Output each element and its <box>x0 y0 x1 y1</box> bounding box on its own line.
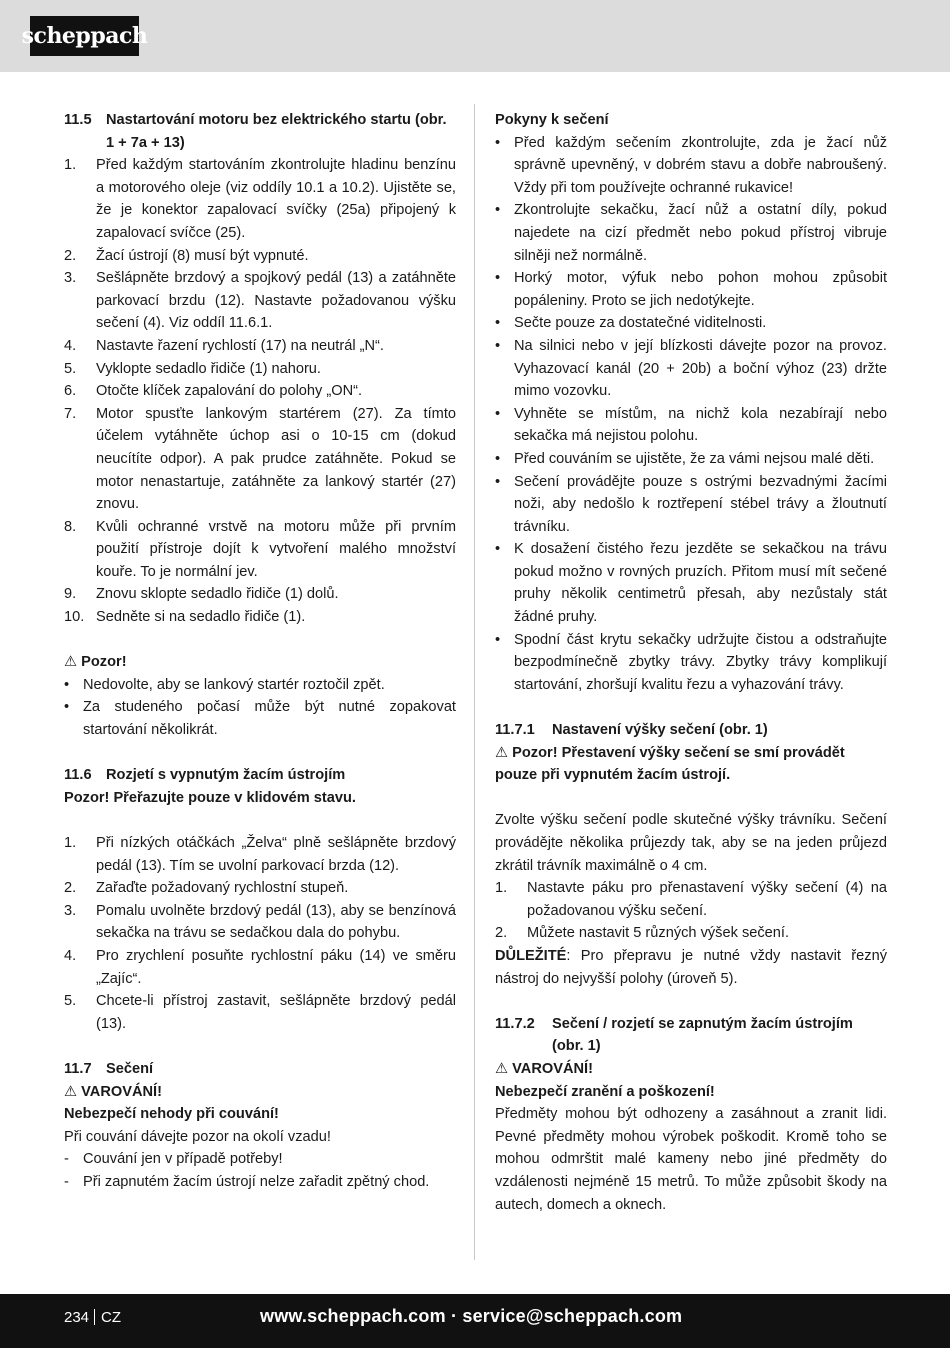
item-text: Před každým sečením zkontrolujte, zda je žací nůž správně upevněný, v dobrém stavu a dobře nabroušený. Vždy při tom používejte ochranné rukavice! <box>514 134 887 196</box>
warning-triangle-icon: ⚠ <box>64 654 78 671</box>
scheppach-logo: scheppach <box>30 16 139 56</box>
item-number: 3. <box>64 270 77 287</box>
warning-triangle-icon: ⚠ <box>495 744 509 761</box>
warning-triangle-icon: ⚠ <box>64 1083 78 1100</box>
pokyny-heading: Pokyny k sečení <box>495 112 609 128</box>
section-number: 11.7.2 <box>495 1015 535 1032</box>
body-text: Zvolte výšku sečení podle skutečné výšky trávníku. Sečení provádějte několika průjezdy tak, aby se na jeden průjezd zkrátil trávník maximálně o 4 cm. <box>495 812 887 874</box>
bullet-item <box>495 403 887 448</box>
dash-item <box>64 1171 456 1194</box>
bullet-icon: • <box>64 676 70 693</box>
section-number: 11.7 <box>64 1060 92 1077</box>
language-code: CZ <box>101 1309 122 1326</box>
item-number: 6. <box>64 383 77 400</box>
list-item <box>64 583 456 606</box>
important-note <box>495 945 887 990</box>
bullet-icon: • <box>495 473 501 490</box>
item-number: 8. <box>64 518 77 535</box>
item-number: 9. <box>64 586 77 603</box>
bullet-icon: • <box>495 631 501 648</box>
item-text: Motor spusťte lankovým startérem (27). Za tímto účelem vytáhněte úchop asi o 10-15 cm (dokud neucítíte odpor). A pak prudce zatáhněte. Pokud se motor nenastartuje, zatáhněte za lankový startér (27) znovu. <box>96 405 456 513</box>
bullet-item <box>495 312 887 335</box>
bullet-icon: • <box>495 450 501 467</box>
list-item <box>64 335 456 358</box>
item-text: Žací ústrojí (8) musí být vypnuté. <box>96 247 309 264</box>
item-text: Sedněte si na sedadlo řidiče (1). <box>96 609 306 626</box>
bullet-item <box>64 696 456 741</box>
bullet-item <box>495 132 887 200</box>
bullet-item <box>495 629 887 697</box>
item-text: Před couváním se ujistěte, že za vámi nejsou malé děti. <box>514 450 875 467</box>
section-title: Nastartování motoru bez elektrického startu (obr. 1 + 7a + 13) <box>106 112 447 151</box>
footer-website[interactable]: www.scheppach.com · service@scheppach.com <box>260 1306 683 1326</box>
item-number: 4. <box>64 947 77 964</box>
item-text: Chcete-li přístroj zastavit, sešlápněte brzdový pedál (13). <box>96 993 456 1032</box>
item-text: Vyklopte sedadlo řidiče (1) nahoru. <box>96 360 321 377</box>
item-number: 7. <box>64 405 77 422</box>
dash-icon: - <box>64 1151 69 1168</box>
warning-title: VAROVÁNÍ! <box>512 1060 593 1077</box>
page-separator <box>94 1309 95 1325</box>
bullet-icon: • <box>495 202 501 219</box>
column-divider <box>474 104 475 1260</box>
important-text: : Pro přepravu je nutné vždy nastavit řezný nástroj do nejvyšší polohy (úroveň 5). <box>495 947 887 987</box>
list-item <box>64 154 456 244</box>
bullet-item <box>495 471 887 539</box>
bullet-icon: • <box>495 134 501 151</box>
important-label: DŮLEŽITÉ <box>495 947 567 964</box>
warning-triangle-icon: ⚠ <box>495 1060 509 1077</box>
section-title: Rozjetí s vypnutým žacím ústrojím <box>106 767 346 784</box>
page-number <box>64 1309 121 1326</box>
bullet-icon: • <box>64 699 70 716</box>
section-11-7-heading <box>64 1058 456 1081</box>
list-item <box>64 380 456 403</box>
bullet-icon: • <box>495 405 501 422</box>
section-title: Sečení / rozjetí se zapnutým žacím ústrojím (obr. 1) <box>552 1015 853 1055</box>
warning-heading <box>64 1081 456 1104</box>
body-text: Při couvání dávejte pozor na okolí vzadu! <box>64 1128 331 1145</box>
item-text: Couvání jen v případě potřeby! <box>83 1151 283 1168</box>
item-text: Můžete nastavit 5 různých výšek sečení. <box>527 925 789 942</box>
section-11-7-2-heading <box>495 1013 887 1058</box>
item-text: Horký motor, výfuk nebo pohon mohou způsobit popáleniny. Proto se jich nedotýkejte. <box>514 270 887 309</box>
pozor-title: Pozor! <box>81 654 127 671</box>
section-number: 11.7.1 <box>495 722 535 739</box>
item-text: Nastavte páku pro přenastavení výšky sečení (4) na požadovanou výšku sečení. <box>527 880 887 919</box>
bullet-item <box>64 674 456 697</box>
pozor-heading <box>64 651 456 674</box>
page-value: 234 <box>64 1309 90 1326</box>
dash-icon: - <box>64 1173 69 1190</box>
item-text: K dosažení čistého řezu jezděte se sekačkou na trávu pokud možno v rovných pruzích. Přitom musí mít sečené pruhy několik centimetrů přesah, aby nezůstaly stát žádné pruhy. <box>514 541 887 626</box>
item-text: Při nízkých otáčkách „Želva“ plně sešlápněte brzdový pedál (13). Tím se uvolní parkovací brzda (12). <box>96 835 456 874</box>
list-item <box>64 900 456 945</box>
header-band <box>0 0 950 72</box>
bullet-icon: • <box>495 337 501 354</box>
bullet-icon: • <box>495 270 501 287</box>
section-number: 11.6 <box>64 767 92 784</box>
section-11-5-heading <box>64 109 456 154</box>
dash-item <box>64 1148 456 1171</box>
bullet-icon: • <box>495 541 501 558</box>
section-title: Nastavení výšky sečení (obr. 1) <box>552 722 768 739</box>
item-text: Znovu sklopte sedadlo řidiče (1) dolů. <box>96 586 339 603</box>
item-number: 3. <box>64 902 77 919</box>
list-item <box>64 245 456 268</box>
item-text: Před každým startováním zkontrolujte hladinu benzínu a motorového oleje (viz oddíly 10.1 a 10.2). Ujistěte se, že je konektor zapalovací svíčky (25a) připojený k zapalovací svíčce (25). <box>96 157 456 241</box>
item-text: Otočte klíček zapalování do polohy „ON“. <box>96 383 363 400</box>
item-number: 2. <box>495 925 508 942</box>
section-11-6-note: Pozor! Přeřazujte pouze v klidovém stavu. <box>64 789 356 806</box>
right-column <box>495 109 887 1216</box>
section-11-6-heading <box>64 764 456 787</box>
section-number: 11.5 <box>64 112 92 128</box>
list-item <box>64 832 456 877</box>
list-item <box>64 877 456 900</box>
item-text: Při zapnutém žacím ústrojí nelze zařadit zpětný chod. <box>83 1173 430 1190</box>
item-text: Spodní část krytu sekačky udržujte čistou a odstraňujte bezpodmínečně zbytky trávy. Zbytky trávy komplikují startování, zhoršují kvalitu řezu a vyhazování trávy. <box>514 631 887 693</box>
footer-band <box>0 1294 950 1348</box>
body-text: Předměty mohou být odhozeny a zasáhnout a zranit lidi. Pevné předměty mohou výrobek poškodit. Kromě toho se mohou odmrštit malé kameny nebo jiné předměty do vzdálenosti nejméně 15 metrů. To může způsobit škody na autech, domech a oknech. <box>495 1106 887 1213</box>
item-number: 2. <box>64 880 77 897</box>
item-text: Zkontrolujte sekačku, žací nůž a ostatní díly, pokud najedete na cizí předmět nebo pokud přístroj vibruje silněji než normálně. <box>514 202 887 264</box>
bullet-item <box>495 448 887 471</box>
bullet-icon: • <box>495 315 501 332</box>
bullet-item <box>495 335 887 403</box>
list-item <box>64 945 456 990</box>
item-number: 1. <box>64 157 77 174</box>
item-text: Nedovolte, aby se lankový startér roztočil zpět. <box>83 676 385 693</box>
list-item <box>64 267 456 335</box>
danger-text: Nebezpečí nehody při couvání! <box>64 1106 279 1123</box>
item-number: 1. <box>64 835 77 851</box>
section-title: Sečení <box>106 1060 154 1077</box>
item-text: Pomalu uvolněte brzdový pedál (13), aby se benzínová sekačka na trávu se sedačkou dala do pohybu. <box>96 902 456 942</box>
item-number: 5. <box>64 360 77 377</box>
bullet-item <box>495 267 887 312</box>
section-11-5-steps <box>64 154 456 628</box>
pozor-text: Pozor! Přestavení výšky sečení se smí provádět pouze při vypnutém žacím ústrojí. <box>495 744 845 784</box>
item-text: Sečte pouze za dostatečné viditelnosti. <box>514 315 767 332</box>
item-text: Vyhněte se místům, na nichž kola nezabírají nebo sekačka má nejistou polohu. <box>514 405 887 445</box>
section-11-6-steps <box>64 832 456 1035</box>
item-number: 10. <box>64 609 85 626</box>
item-text: Sešlápněte brzdový a spojkový pedál (13) a zatáhněte parkovací brzdu (12). Nastavte požadovanou výšku sečení (4). Viz oddíl 11.6.1. <box>96 270 456 332</box>
item-text: Kvůli ochranné vrstvě na motoru může při prvním použití přístroje dojít k vytvoření malého množství kouře. To je normální jev. <box>96 518 456 580</box>
bullet-item <box>495 199 887 267</box>
item-text: Sečení provádějte pouze s ostrými bezvadnými žacími noži, aby nedošlo k roztřepení stébel trávy a žloutnutí trávníku. <box>514 473 887 535</box>
item-number: 1. <box>495 880 508 897</box>
item-number: 5. <box>64 993 77 1010</box>
warning-title: VAROVÁNÍ! <box>81 1083 162 1100</box>
list-item <box>495 922 887 945</box>
list-item <box>64 403 456 516</box>
list-item <box>64 358 456 381</box>
item-text: Na silnici nebo v její blízkosti dávejte pozor na provoz. Vyhazovací kanál (20 + 20b) a boční výhoz (23) držte mimo vozovku. <box>514 337 887 400</box>
list-item <box>64 990 456 1035</box>
item-number: 2. <box>64 247 77 264</box>
pozor-note <box>495 742 887 787</box>
section-11-7-1-heading <box>495 719 887 742</box>
item-text: Za studeného počasí může být nutné zopakovat startování několikrát. <box>83 699 456 739</box>
item-text: Nastavte řazení rychlostí (17) na neutrál „N“. <box>96 337 384 354</box>
item-number: 4. <box>64 337 77 354</box>
bullet-item <box>495 538 887 628</box>
danger-text: Nebezpečí zranění a poškození! <box>495 1083 715 1100</box>
left-column <box>64 109 456 1194</box>
list-item <box>64 606 456 629</box>
pokyny-list <box>495 132 887 697</box>
item-text: Zařaďte požadovaný rychlostní stupeň. <box>96 880 349 897</box>
item-text: Pro zrychlení posuňte rychlostní páku (14) ve směru „Zajíc“. <box>96 947 456 987</box>
list-item <box>495 877 887 922</box>
list-item <box>64 516 456 584</box>
warning-heading <box>495 1058 887 1081</box>
